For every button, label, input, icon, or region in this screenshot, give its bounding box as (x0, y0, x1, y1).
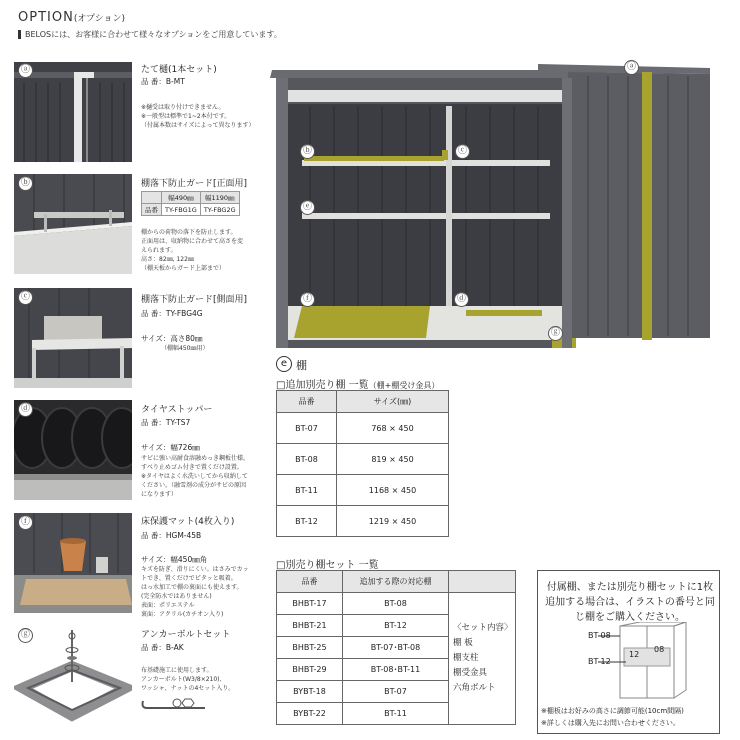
section-e-title: 棚 (296, 359, 307, 372)
set-table-header-code: 品番 (277, 571, 343, 593)
table-row-code: BHBT-17 (277, 593, 343, 615)
table-row-shelf: BT-07･BT-08 (343, 637, 449, 659)
table-row-code: BHBT-29 (277, 659, 343, 681)
option-b-table-h1: 幅490㎜ (162, 192, 201, 204)
section-e-badge: e (276, 356, 292, 372)
option-b-note-2: 正面用は、収納物に合わせて高さを変 (141, 238, 244, 245)
option-d-code: 品 番：TY-TS7 (141, 418, 191, 427)
option-g-badge: ⓖ (18, 628, 33, 643)
set-contents-cell (449, 593, 516, 725)
option-d-note-5: になります） (141, 491, 178, 498)
table-row-code: BHBT-21 (277, 615, 343, 637)
option-a-photo (14, 62, 132, 162)
option-f-note-6: 裏面：アクリル(カチオン入り) (141, 611, 224, 618)
option-g-code: 品 番：B-AK (141, 643, 184, 652)
table-row-shelf: BT-08･BT-11 (343, 659, 449, 681)
table-row-code: BT-08 (277, 444, 337, 475)
footnote-2: ※詳しくは購入先にお問い合わせください。 (541, 719, 680, 727)
set-contents-title: 〈セット内容〉 (453, 623, 513, 633)
table-row-size: 1168 × 450 (337, 475, 449, 506)
option-a-note-1: ※樋受は取り付けできません。 (141, 104, 225, 111)
option-d-badge: ⓓ (18, 402, 33, 417)
option-f-code: 品 番：HGM-45B (141, 531, 202, 540)
option-c-size2: （棚幅450㎜用） (161, 345, 209, 352)
option-b-table-v1: TY-FBG1G (162, 204, 201, 216)
title-sub: (オプション) (73, 14, 126, 24)
intro-text: BELOSには、お客様に合わせて様々なオプションをご用意しています。 (25, 30, 282, 39)
option-b-note-3: えられます。 (141, 247, 177, 254)
option-b-table-h2: 幅1190㎜ (200, 192, 239, 204)
set-contents-item: 六角ボルト (453, 683, 496, 693)
option-c-badge: ⓒ (18, 290, 33, 305)
option-b-note-5: （棚天板からガード上部まで） (141, 265, 226, 272)
table-row-size: 1219 × 450 (337, 506, 449, 537)
option-d-note-4: ください。（融雪剤の成分がサビの原因 (141, 482, 247, 489)
diagram-label-bt12: BT-12 (588, 657, 611, 666)
shelf-set-table (276, 570, 516, 725)
option-d-photo (14, 400, 132, 500)
option-g-note-2: アンカーボルト(W3/8×210)、 (141, 676, 226, 683)
option-c-photo (14, 288, 132, 388)
option-a-code: 品 番：B-MT (141, 77, 185, 86)
option-d-note-3: ※タイヤはよく水洗いしてから収納して (141, 473, 248, 480)
option-f-photo (14, 513, 132, 613)
table-row-shelf: BT-07 (343, 681, 449, 703)
title-main: OPTION (18, 10, 74, 25)
intro-marker (18, 30, 21, 39)
table-row-shelf: BT-08 (343, 593, 449, 615)
shed-illustration (270, 60, 720, 352)
diagram-label-bt08: BT-08 (588, 631, 611, 640)
shed-label-g: ⓖ (548, 326, 563, 341)
shed-label-b: ⓑ (300, 144, 315, 159)
table-row-code: BYBT-22 (277, 703, 343, 725)
shelf-table-header-size: サイズ(㎜) (337, 391, 449, 413)
option-d-name: タイヤストッパー (141, 405, 213, 415)
option-b-photo (14, 174, 132, 274)
shelf-note-text: 付属棚、または別売り棚セットに1枚追加する場合は、イラストの番号と同じ棚をご購入ください。 (545, 582, 715, 623)
option-b-table-label: 品番 (142, 204, 162, 216)
option-c-code: 品 番：TY-FBG4G (141, 309, 203, 318)
option-f-badge: ⓕ (18, 515, 33, 530)
option-a-note-3: （付属本数はサイズによって異なります） (141, 122, 255, 129)
set-table-header-blank (449, 571, 516, 593)
option-a-badge: ⓐ (18, 63, 33, 78)
option-f-name: 床保護マット(4枚入り) (141, 517, 235, 527)
set-contents-item: 棚支柱 (453, 653, 479, 663)
option-d-note-2: すべり止めゴム付きで置くだけ設置。 (141, 464, 243, 471)
table-row-code: BYBT-18 (277, 681, 343, 703)
option-g-note-3: ワッシャ、ナットの4セット入り。 (141, 685, 235, 692)
shed-label-e: ⓔ (300, 200, 315, 215)
shelf-table-header-code: 品番 (277, 391, 337, 413)
table-row-code: BT-11 (277, 475, 337, 506)
option-c-size: サイズ：高さ80㎜ (141, 334, 203, 343)
table-row-size: 819 × 450 (337, 444, 449, 475)
shed-label-c: ⓒ (455, 144, 470, 159)
option-b-note-1: 棚からの荷物の落下を防止します。 (141, 229, 237, 236)
set-table-header-shelf: 追加する際の対応棚 (343, 571, 449, 593)
option-b-note-4: 高さ：82㎜, 122㎜ (141, 256, 194, 263)
table-row-code: BT-12 (277, 506, 337, 537)
option-g-note-1: 布基礎施工に使用します。 (141, 667, 213, 674)
option-g-photo (14, 626, 132, 726)
set-contents-item: 棚 板 (453, 638, 473, 648)
shelf-list-title (276, 376, 439, 391)
page-title (18, 10, 125, 25)
set-contents-item: 棚受金具 (453, 668, 488, 678)
option-f-size: サイズ：幅450㎜角 (141, 555, 208, 564)
shelf-set-list-title: □別売り棚セット 一覧 (276, 560, 379, 571)
option-b-table-corner (142, 192, 162, 204)
option-f-note-5: 表面：ポリエステル (141, 602, 195, 609)
option-d-note-1: サビに強い高耐食溶融めっき鋼板仕様。 (141, 455, 249, 462)
option-b-badge: ⓑ (18, 176, 33, 191)
shed-label-d: ⓓ (454, 292, 469, 307)
shed-label-a: ⓐ (624, 60, 639, 75)
table-row-code: BT-07 (277, 413, 337, 444)
option-f-note-2: トでき、置くだけでピタッと吸着。 (141, 575, 237, 582)
shelf-table (276, 390, 449, 537)
table-row-size: 768 × 450 (337, 413, 449, 444)
option-b-table-v2: TY-FBG2G (200, 204, 239, 216)
anchor-bolt-parts-icon (141, 697, 221, 719)
option-b-table (141, 191, 240, 216)
option-a-note-2: ※一般型は標準で1~2本付です。 (141, 113, 231, 120)
option-d-size: サイズ：幅726㎜ (141, 443, 200, 452)
option-f-note-3: はっ水加工で棚の裏面にも使えます。 (141, 584, 243, 591)
option-g-name: アンカーボルトセット (141, 630, 231, 640)
option-b-name: 棚落下防止ガード[正面用] (141, 179, 248, 189)
option-c-name: 棚落下防止ガード[側面用] (141, 295, 248, 305)
option-f-note-4: (完全防水ではありません) (141, 593, 212, 600)
diagram-label-12: 12 (629, 650, 640, 659)
table-row-code: BHBT-25 (277, 637, 343, 659)
option-a-name: たて樋(1本セット) (141, 65, 217, 75)
footnote-1: ※棚板はお好みの高さに調節可能(10cm間隔) (541, 707, 684, 715)
option-f-note-1: キズを防ぎ、滑りにくい。はさみでカッ (141, 566, 249, 573)
diagram-label-08: 08 (654, 645, 665, 654)
shelf-list-title-main: □追加別売り棚 一覧 (276, 380, 369, 391)
shelf-list-title-sub: （棚+棚受け金具） (368, 381, 440, 390)
shed-label-f: ⓕ (300, 292, 315, 307)
table-row-shelf: BT-12 (343, 615, 449, 637)
table-row-shelf: BT-11 (343, 703, 449, 725)
